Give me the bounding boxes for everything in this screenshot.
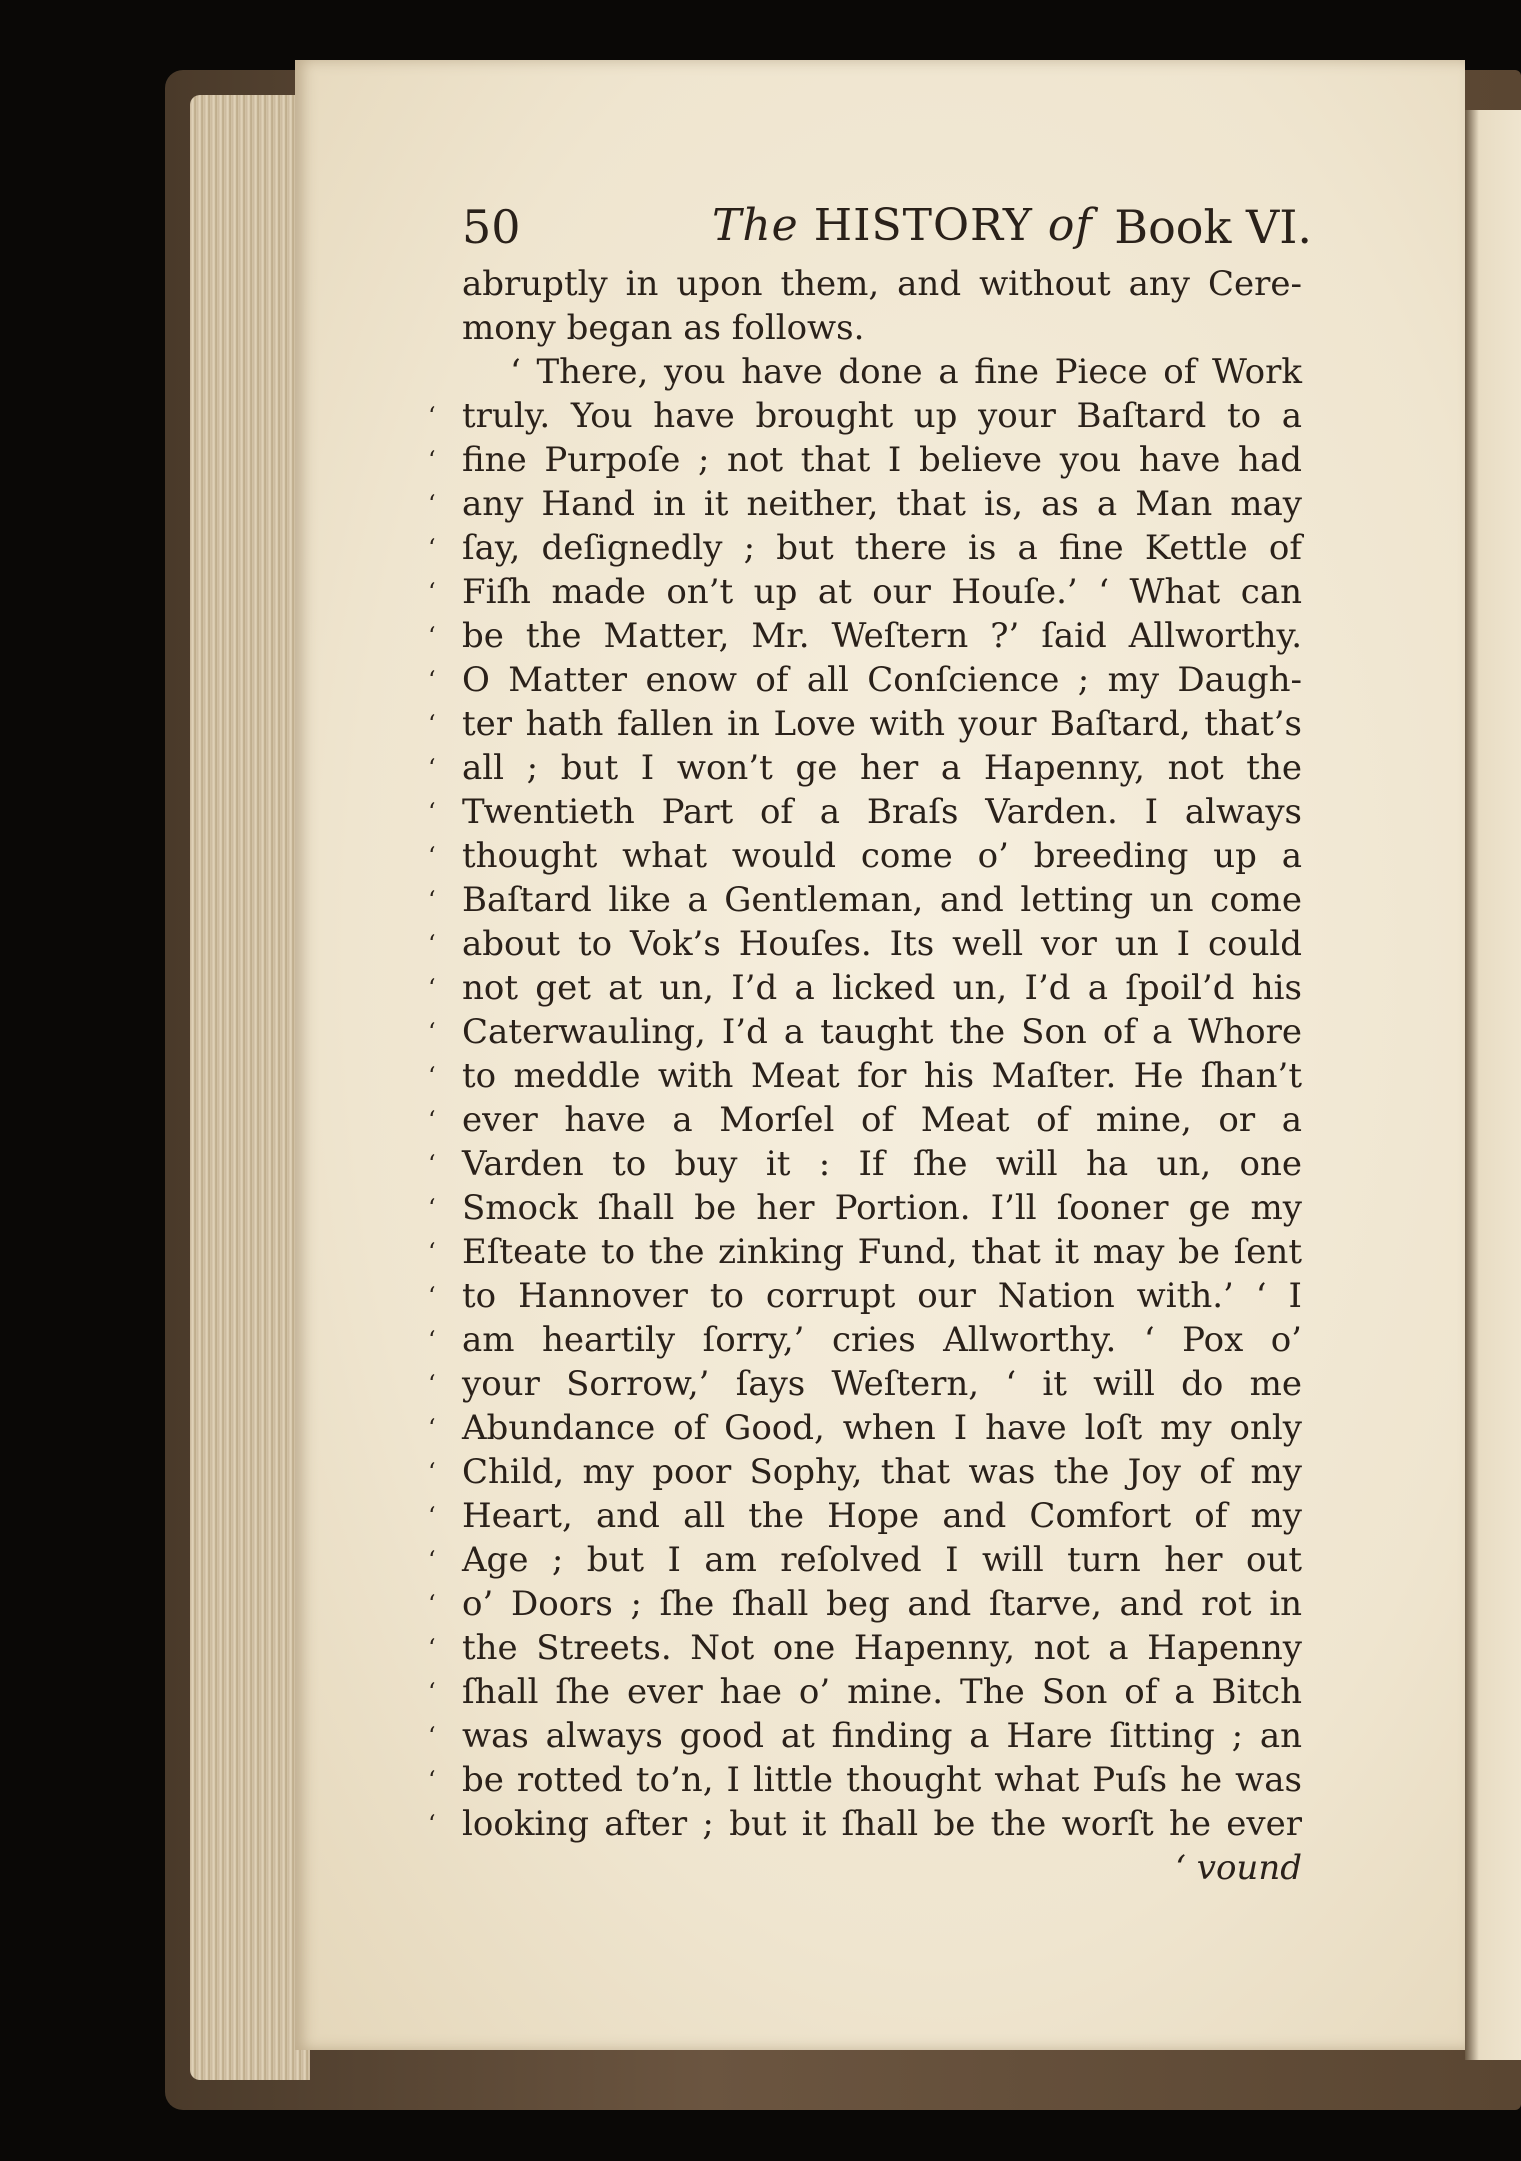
running-title — [712, 200, 1093, 251]
text-line — [428, 1098, 1302, 1142]
catchword: ‘ vound — [1175, 1848, 1302, 1888]
text-line — [428, 1274, 1302, 1318]
line-text: Eſteate to the zinking Fund, that it may be ſent — [462, 1232, 1302, 1272]
line-text: Abundance of Good, when I have loſt my only — [462, 1408, 1302, 1448]
quote-mark: ‘ — [428, 1062, 436, 1090]
quote-mark: ‘ — [428, 974, 436, 1002]
quote-mark: ‘ — [428, 1282, 436, 1310]
text-line — [428, 878, 1302, 922]
text-line — [428, 1406, 1302, 1450]
quote-mark: ‘ — [428, 402, 436, 430]
line-text: be rotted to’n, I little thought what Puſs he was — [462, 1760, 1302, 1800]
line-text: was always good at finding a Hare ſitting ; an — [462, 1716, 1302, 1756]
quote-mark: ‘ — [428, 1194, 436, 1222]
page-number: 50 — [462, 200, 521, 254]
line-text: Baſtard like a Gentleman, and letting un come — [462, 880, 1302, 920]
running-title-main: HISTORY — [813, 200, 1033, 251]
quote-mark: ‘ — [428, 578, 436, 606]
text-line — [428, 438, 1302, 482]
text-line — [428, 1186, 1302, 1230]
quote-mark: ‘ — [428, 1018, 436, 1046]
line-text: Fiſh made on’t up at our Houſe.’ ‘ What can — [462, 572, 1302, 612]
text-line — [428, 1318, 1302, 1362]
line-text: ſay, deſignedly ; but there is a fine Kettle of — [462, 528, 1302, 568]
quote-mark: ‘ — [428, 1150, 436, 1178]
line-text: Heart, and all the Hope and Comfort of my — [462, 1496, 1302, 1536]
quote-mark: ‘ — [428, 1238, 436, 1266]
quote-mark: ‘ — [428, 886, 436, 914]
quote-mark: ‘ — [428, 534, 436, 562]
line-text: looking after ; but it ſhall be the worſt he ever — [462, 1804, 1302, 1844]
quote-mark: ‘ — [428, 1634, 436, 1662]
text-line — [428, 1362, 1302, 1406]
line-text: Smock ſhall be her Portion. I’ll ſooner ge my — [462, 1188, 1302, 1228]
text-line — [428, 570, 1302, 614]
text-line — [428, 1494, 1302, 1538]
text-line — [428, 1450, 1302, 1494]
text-line — [428, 922, 1302, 966]
quote-mark: ‘ — [428, 1722, 436, 1750]
text-line — [428, 1670, 1302, 1714]
line-text: ter hath fallen in Love with your Baſtard, that’s — [462, 704, 1302, 744]
text-line — [428, 1054, 1302, 1098]
quote-mark: ‘ — [428, 1106, 436, 1134]
line-text: about to Vok’s Houſes. Its well vor un I could — [462, 924, 1302, 964]
quote-mark: ‘ — [428, 1810, 436, 1838]
text-line — [462, 306, 1302, 350]
text-line — [428, 1802, 1302, 1846]
running-title-post: of — [1047, 200, 1093, 251]
quote-mark: ‘ — [428, 1766, 436, 1794]
line-text: am heartily ſorry,’ cries Allworthy. ‘ Pox o’ — [462, 1320, 1302, 1360]
book-label: Book VI. — [1114, 200, 1312, 254]
text-line — [428, 966, 1302, 1010]
line-text: fine Purpoſe ; not that I believe you have had — [462, 440, 1302, 480]
line-text: mony began as follows. — [462, 308, 865, 348]
line-text: to Hannover to corrupt our Nation with.’ ‘ I — [462, 1276, 1302, 1316]
text-line — [428, 614, 1302, 658]
line-text: Age ; but I am reſolved I will turn her out — [462, 1540, 1302, 1580]
line-text: be the Matter, Mr. Weſtern ?’ ſaid Allworthy. — [462, 616, 1302, 656]
line-text: Twentieth Part of a Braſs Varden. I always — [462, 792, 1302, 832]
facing-page-edge — [1465, 110, 1521, 2060]
line-text: to meddle with Meat for his Maſter. He ſhan’t — [462, 1056, 1302, 1096]
quote-mark: ‘ — [428, 710, 436, 738]
line-text: the Streets. Not one Hapenny, not a Hapenny — [462, 1628, 1302, 1668]
text-line — [428, 394, 1302, 438]
quote-mark: ‘ — [428, 1414, 436, 1442]
line-text: ever have a Morſel of Meat of mine, or a — [462, 1100, 1302, 1140]
quote-mark: ‘ — [428, 1590, 436, 1618]
quote-mark: ‘ — [428, 1678, 436, 1706]
line-text: all ; but I won’t ge her a Hapenny, not the — [462, 748, 1302, 788]
text-line — [428, 1758, 1302, 1802]
text-line — [428, 702, 1302, 746]
text-line — [428, 1626, 1302, 1670]
line-text: o’ Doors ; ſhe ſhall beg and ſtarve, and rot in — [462, 1584, 1302, 1624]
line-text: ‘ There, you have done a fine Piece of Work — [510, 352, 1302, 392]
quote-mark: ‘ — [428, 1546, 436, 1574]
quote-mark: ‘ — [428, 930, 436, 958]
text-line — [428, 1538, 1302, 1582]
line-text: ſhall ſhe ever hae o’ mine. The Son of a Bitch — [462, 1672, 1302, 1712]
quote-mark: ‘ — [428, 1458, 436, 1486]
quote-mark: ‘ — [428, 842, 436, 870]
quote-mark: ‘ — [428, 1502, 436, 1530]
line-text: Varden to buy it : If ſhe will ha un, one — [462, 1144, 1302, 1184]
line-text: Child, my poor Sophy, that was the Joy of my — [462, 1452, 1302, 1492]
text-line — [428, 1714, 1302, 1758]
quote-mark: ‘ — [428, 490, 436, 518]
text-line — [462, 350, 1302, 394]
page-header — [462, 200, 1312, 260]
text-line — [428, 482, 1302, 526]
quote-mark: ‘ — [428, 622, 436, 650]
quote-mark: ‘ — [428, 666, 436, 694]
quote-mark: ‘ — [428, 754, 436, 782]
line-text: your Sorrow,’ ſays Weſtern, ‘ it will do me — [462, 1364, 1302, 1404]
line-text: thought what would come o’ breeding up a — [462, 836, 1302, 876]
text-line — [428, 746, 1302, 790]
text-line — [428, 834, 1302, 878]
line-text: O Matter enow of all Conſcience ; my Daugh- — [462, 660, 1302, 700]
line-text: any Hand in it neither, that is, as a Man may — [462, 484, 1302, 524]
quote-mark: ‘ — [428, 446, 436, 474]
text-line — [428, 526, 1302, 570]
line-text: not get at un, I’d a licked un, I’d a ſpoil’d his — [462, 968, 1302, 1008]
line-text: truly. You have brought up your Baſtard to a — [462, 396, 1302, 436]
body-text — [428, 262, 1302, 1890]
quote-mark: ‘ — [428, 798, 436, 826]
line-text: abruptly in upon them, and without any Cere- — [462, 264, 1302, 304]
text-line — [462, 262, 1302, 306]
text-line — [428, 1142, 1302, 1186]
text-line — [428, 658, 1302, 702]
line-text: Caterwauling, I’d a taught the Son of a Whore — [462, 1012, 1302, 1052]
text-line — [428, 1010, 1302, 1054]
quote-mark: ‘ — [428, 1326, 436, 1354]
running-title-pre: The — [712, 200, 799, 251]
page-edges — [190, 95, 310, 2080]
text-line — [428, 790, 1302, 834]
quote-mark: ‘ — [428, 1370, 436, 1398]
text-line — [428, 1230, 1302, 1274]
text-line — [428, 1582, 1302, 1626]
